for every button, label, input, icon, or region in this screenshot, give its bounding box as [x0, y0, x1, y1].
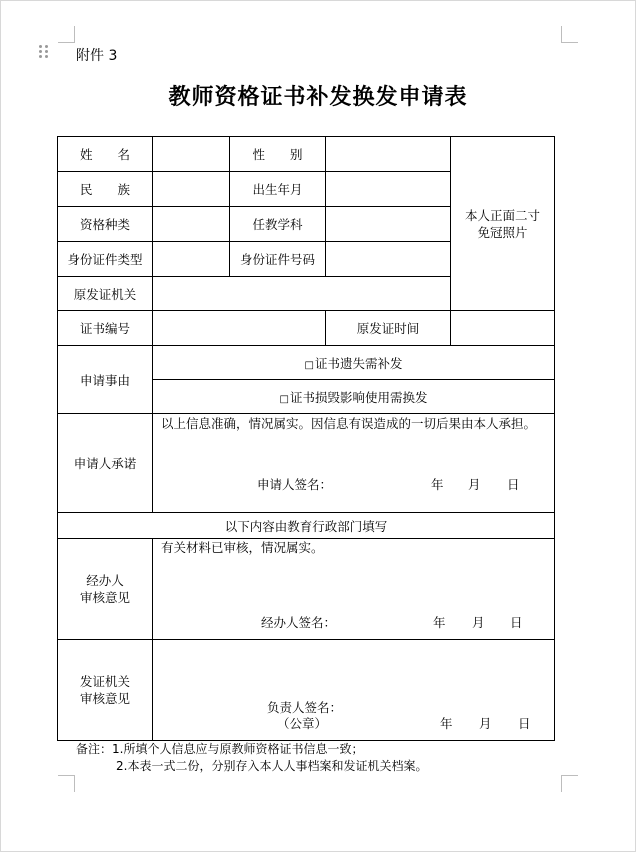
- note-line-2: 2.本表一式二份，分别存入本人人事档案和发证机关档案。: [116, 759, 428, 773]
- qualification-label: 资格种类: [58, 207, 153, 242]
- photo-line-2: 免冠照片: [477, 224, 528, 240]
- applicant-date-day: 日: [507, 477, 520, 492]
- handler-label-line-2: 审核意见: [79, 590, 130, 605]
- handler-opinion-cell[interactable]: [153, 539, 555, 640]
- reason-option-reissue-label: 证书遗失需补发: [314, 355, 403, 371]
- gender-label: 性 别: [230, 137, 326, 172]
- crop-mark-top-right: [561, 26, 578, 43]
- issuer-field[interactable]: [153, 277, 451, 311]
- authority-label-line-2: 审核意见: [79, 691, 130, 706]
- qualification-field[interactable]: [153, 207, 230, 242]
- crop-mark-bottom-right: [561, 775, 578, 792]
- handler-date-year: 年: [433, 615, 446, 630]
- notes: [76, 741, 427, 775]
- authority-opinion-cell[interactable]: [153, 640, 555, 741]
- applicant-sign-label: 申请人签名：: [257, 477, 333, 492]
- photo-line-1: 本人正面二寸: [464, 207, 540, 223]
- commitment-text: 以上信息准确，情况属实。因信息有误造成的一切后果由本人承担。: [161, 416, 537, 431]
- attachment-label: 附件 3: [76, 48, 118, 64]
- reason-label: 申请事由: [58, 346, 153, 414]
- checkbox-icon[interactable]: □: [279, 393, 289, 405]
- crop-mark-bottom-left: [58, 775, 75, 792]
- drag-handle-icon[interactable]: [39, 45, 49, 59]
- cert-no-label: 证书编号: [58, 311, 153, 346]
- page-title: 教师资格证书补发换发申请表: [168, 84, 468, 110]
- id-number-field[interactable]: [326, 242, 451, 277]
- birth-label: 出生年月: [230, 172, 326, 207]
- gender-field[interactable]: [326, 137, 451, 172]
- authority-sign-label: 负责人签名：: [267, 700, 343, 715]
- subject-field[interactable]: [326, 207, 451, 242]
- authority-date-year: 年: [440, 716, 453, 731]
- reason-option-replace-label: 证书损毁影响使用需换发: [289, 389, 428, 405]
- note-line-1: 备注：1.所填个人信息应与原教师资格证书信息一致；: [76, 742, 364, 756]
- ethnicity-label: 民 族: [58, 172, 153, 207]
- ethnicity-field[interactable]: [153, 172, 230, 207]
- cert-no-field[interactable]: [153, 311, 326, 346]
- name-field[interactable]: [153, 137, 230, 172]
- issue-time-label: 原发证时间: [326, 311, 451, 346]
- applicant-date-year: 年: [431, 477, 444, 492]
- authority-date-month: 月: [479, 716, 492, 731]
- crop-mark-top-left: [58, 26, 75, 43]
- handler-date-day: 日: [510, 615, 523, 630]
- id-type-field[interactable]: [153, 242, 230, 277]
- name-label: 姓 名: [58, 137, 153, 172]
- authority-label: [58, 640, 153, 741]
- commitment-cell[interactable]: [153, 414, 555, 513]
- id-type-label: 身份证件类型: [58, 242, 153, 277]
- authority-date-day: 日: [518, 716, 531, 731]
- handler-date-month: 月: [472, 615, 485, 630]
- applicant-date-month: 月: [468, 477, 481, 492]
- birth-field[interactable]: [326, 172, 451, 207]
- application-form-table: [57, 136, 555, 741]
- id-number-label: 身份证件号码: [230, 242, 326, 277]
- photo-placeholder[interactable]: [451, 137, 555, 311]
- handler-sign-label: 经办人签名：: [261, 615, 337, 630]
- reason-option-reissue[interactable]: [153, 346, 555, 380]
- subject-label: 任教学科: [230, 207, 326, 242]
- handler-label-line-1: 经办人: [86, 573, 124, 588]
- reason-option-replace[interactable]: [153, 380, 555, 414]
- official-seal-label: （公章）: [277, 716, 328, 731]
- handler-opinion-text: 有关材料已审核，情况属实。: [161, 540, 324, 555]
- authority-label-line-1: 发证机关: [79, 674, 130, 689]
- issue-time-field[interactable]: [451, 311, 555, 346]
- checkbox-icon[interactable]: □: [304, 359, 314, 371]
- handler-label: [58, 539, 153, 640]
- issuer-label: 原发证机关: [58, 277, 153, 311]
- section-note: 以下内容由教育行政部门填写: [58, 513, 555, 539]
- commitment-label: 申请人承诺: [58, 414, 153, 513]
